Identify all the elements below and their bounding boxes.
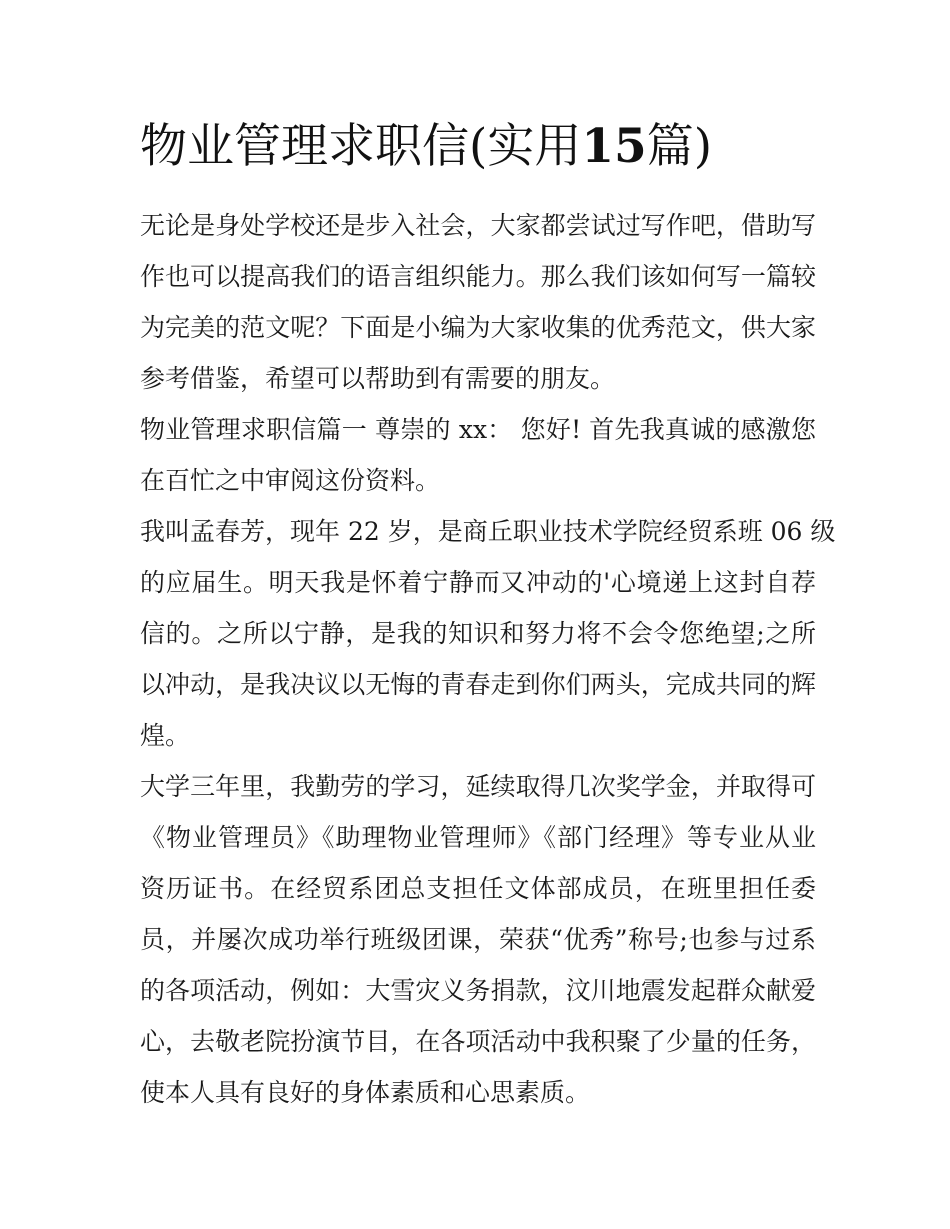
text-line: 作也可以提高我们的语言组织能力。那么我们该如何写一篇较: [140, 262, 816, 291]
text-line: 资历证书。在经贸系团总支担任文体部成员，在班里担任委: [140, 874, 816, 903]
text-line: 信的。之所以宁静，是我的知识和努力将不会令您绝望;之所: [140, 619, 816, 648]
paragraph-experience: [140, 761, 816, 1118]
paragraph-intro: [140, 200, 816, 404]
document-body: [140, 200, 836, 1118]
text-line: 的应届生。明天我是怀着宁静而又冲动的'心境递上这封自荐: [140, 568, 816, 597]
paragraph-greeting: [140, 404, 816, 506]
text-line: 参考借鉴，希望可以帮助到有需要的朋友。: [140, 364, 616, 393]
text-line: 以冲动，是我决议以无悔的青春走到你们两头，完成共同的辉: [140, 670, 816, 699]
text-line: 《物业管理员》《助理物业管理师》《部门经理》等专业从业: [140, 823, 816, 852]
text-line: 煌。: [140, 721, 191, 750]
text-line: 员，并屡次成功举行班级团课，荣获“优秀”称号;也参与过系: [140, 925, 816, 954]
document-title: [140, 117, 840, 177]
title-number: 15: [581, 119, 647, 174]
text-line: 心，去敬老院扮演节目，在各项活动中我积聚了少量的任务，: [140, 1027, 816, 1056]
text-line: 使本人具有良好的身体素质和心思素质。: [140, 1078, 591, 1107]
text-line: 为完美的范文呢？下面是小编为大家收集的优秀范文，供大家: [140, 313, 816, 342]
text-line: 我叫孟春芳，现年 22 岁，是商丘职业技术学院经贸系班 06 级: [140, 517, 836, 546]
text-line: 在百忙之中审阅这份资料。: [140, 466, 441, 495]
title-suffix: 篇): [646, 119, 713, 174]
text-line: 物业管理求职信篇一 尊崇的 xx： 您好! 首先我真诚的感激您: [140, 415, 816, 444]
text-line: 大学三年里，我勤劳的学习，延续取得几次奖学金，并取得可: [140, 772, 816, 801]
text-line: 的各项活动，例如：大雪灾义务捐款，汶川地震发起群众献爱: [140, 976, 816, 1005]
paragraph-self-intro: [140, 506, 836, 761]
text-line: 无论是身处学校还是步入社会，大家都尝试过写作吧，借助写: [140, 211, 816, 240]
title-prefix: 物业管理求职信(实用: [140, 119, 582, 174]
